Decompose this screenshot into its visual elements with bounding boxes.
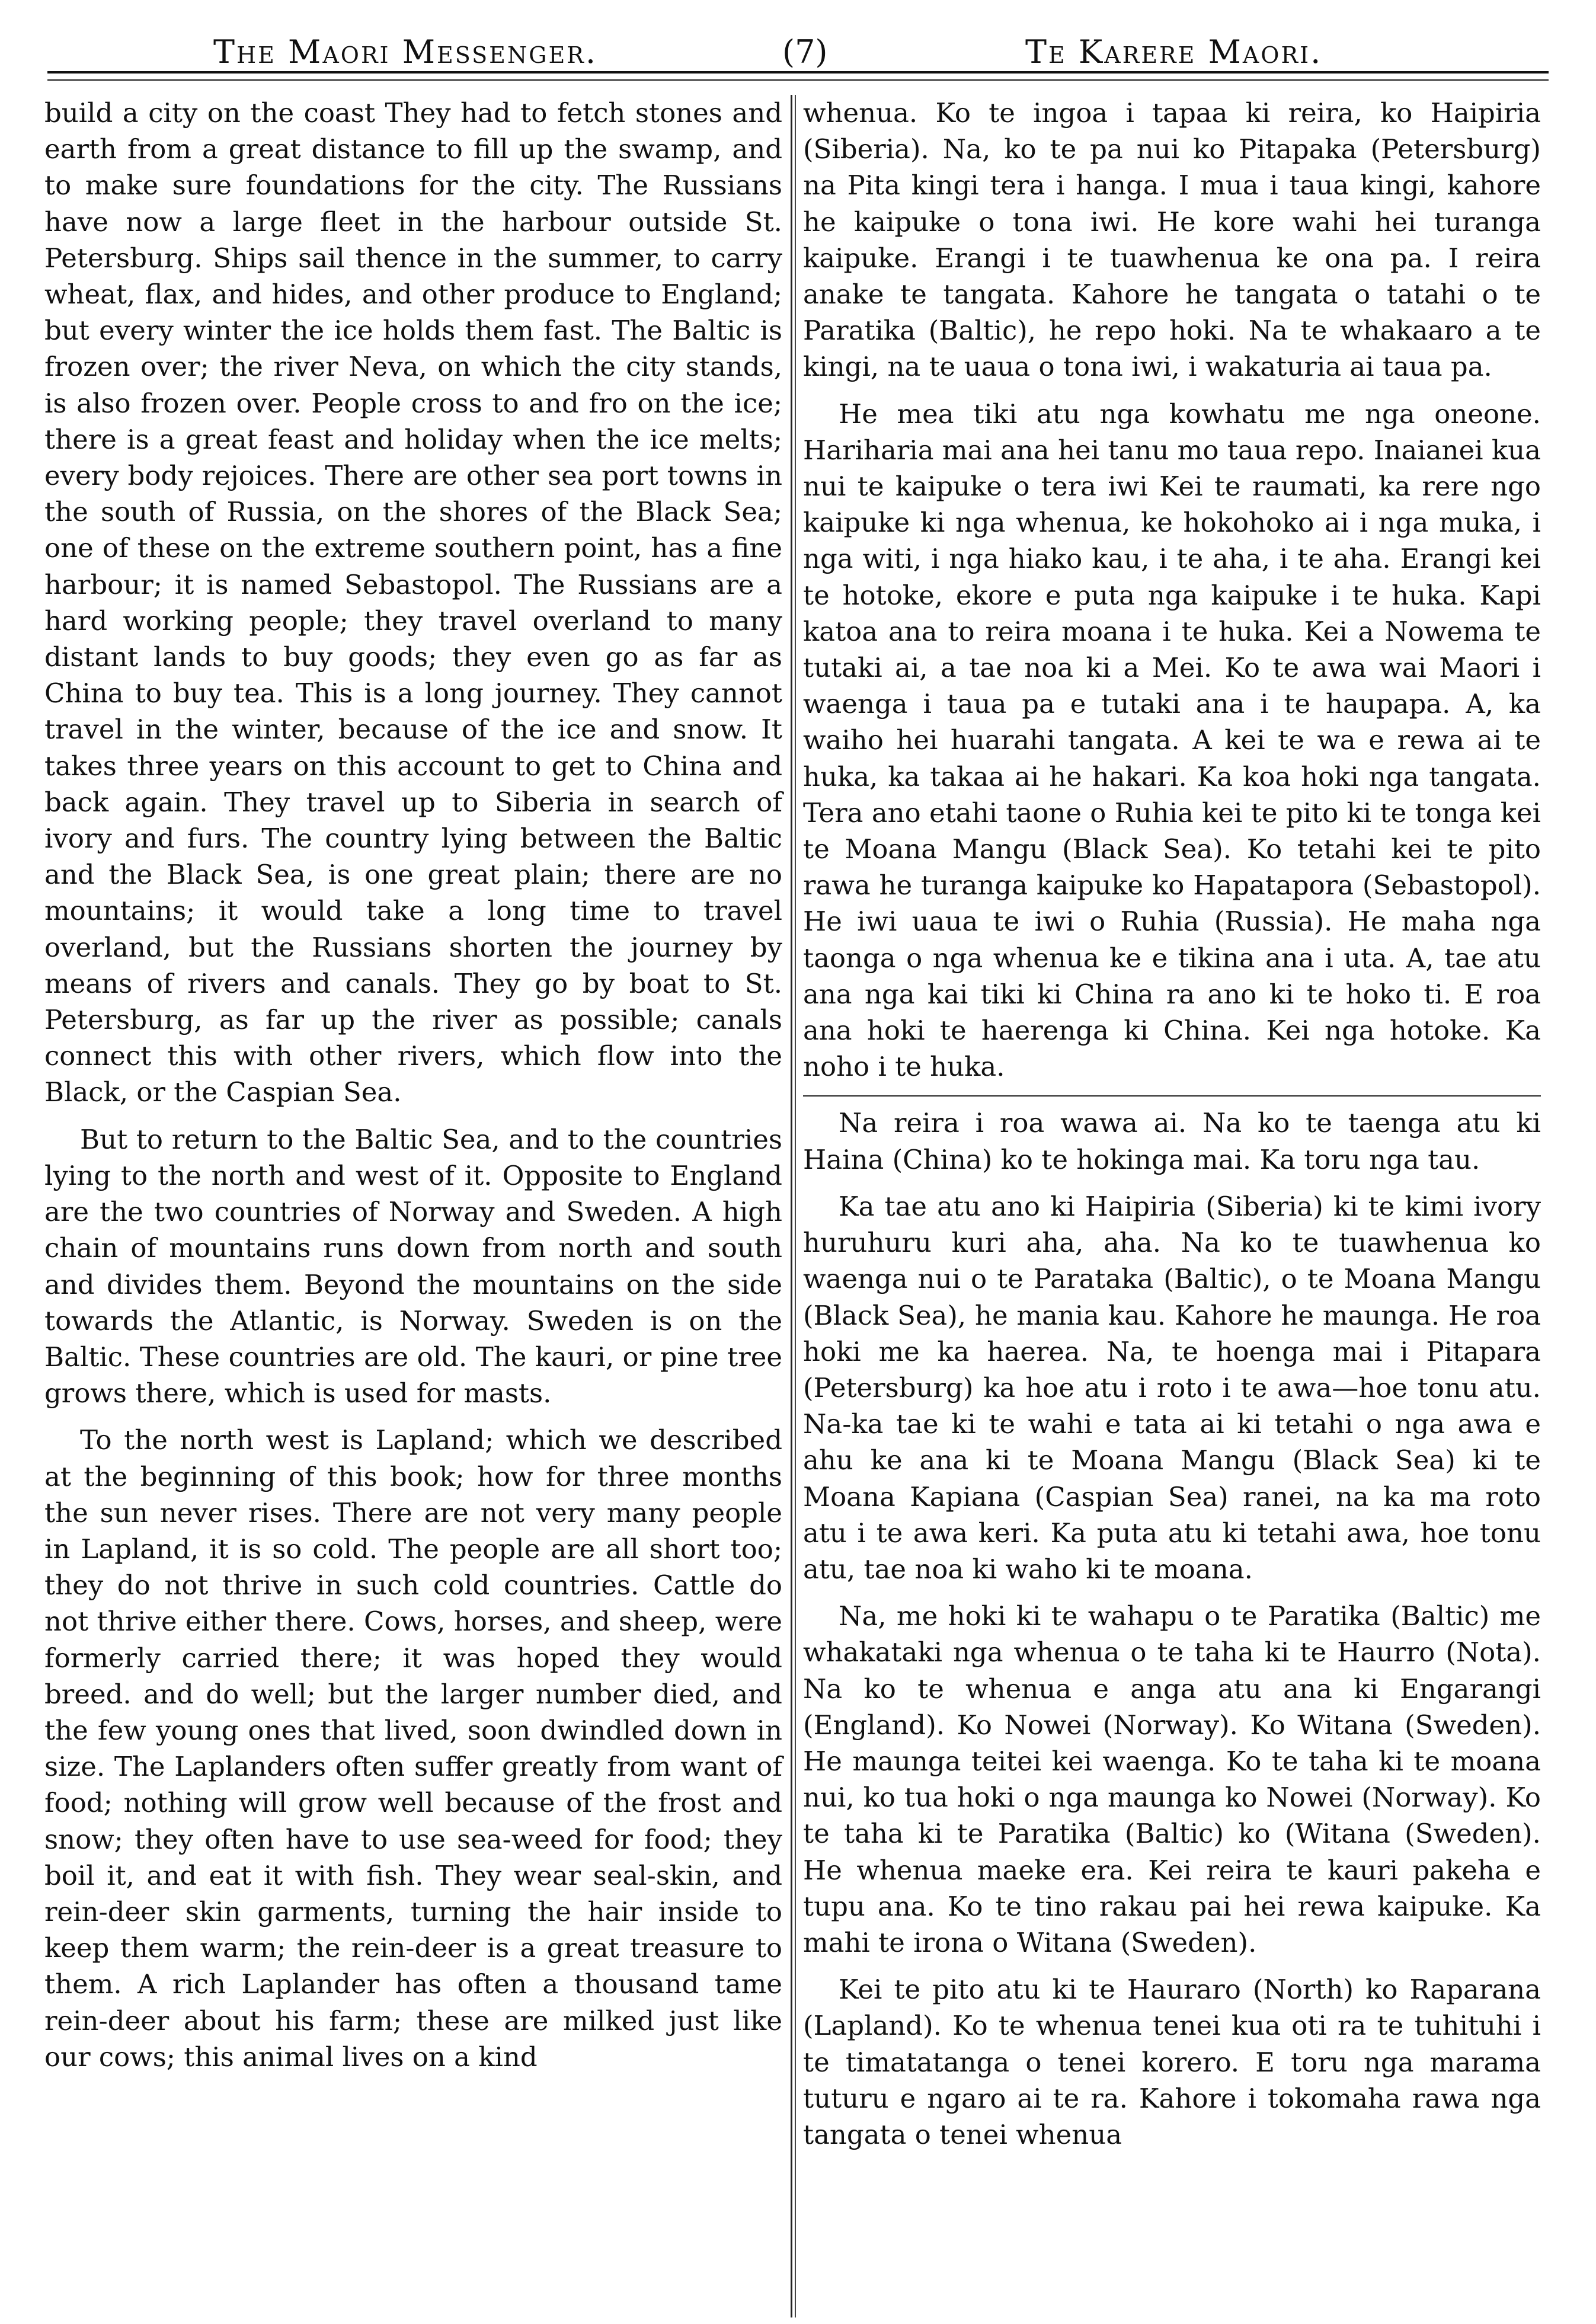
maori-paragraph: Ka tae atu ano ki Haipiria (Siberia) ki te kimi ivory huruhuru kuri aha, aha. Na ko te tuawhenua ko waenga nui o te Parataka (Baltic), o te Moana Mangu (Black Sea), he mania kau. Kahore he maunga. He roa hoki me ka haerea. Na, te hoenga mai i Pitapara (Petersburg) ka hoe atu i roto i te awa—hoe tonu atu. Na-ka tae ki te wahi e tata ai ki tetahi o nga awa e ahu ke ana ki te Moana Mangu (Black Sea) ki te Moana Kapiana (Caspian Sea) ranei, na ka ma roto atu i te awa keri. Ka puta atu ki tetahi awa, hoe tonu atu, tae noa ki waho ki te moana.	[803, 1190, 1541, 1585]
maori-paragraph: whenua. Ko te ingoa i tapaa ki reira, ko Haipiria (Siberia). Na, ko te pa nui ko Pitapaka (Petersburg) na Pita kingi tera i hanga. I mua i taua kingi, kahore he kaipuke o tona iwi. He kore wahi hei turanga kaipuke. Erangi i te tuawhenua ke ona pa. I reira anake te tangata. Kahore he tangata o tatahi o te Paratika (Baltic), he repo hoki. Na te whakaaro a te kingi, na te uaua o tona iwi, i wakaturia ai taua pa.	[803, 97, 1541, 383]
header-rule-thick	[47, 71, 1549, 73]
column-divider-inner	[795, 95, 796, 2317]
page-number: (7)	[782, 33, 828, 71]
maori-masthead: Te Karere Maori.	[1025, 33, 1323, 71]
section-rule	[803, 1095, 1541, 1097]
english-paragraph: build a city on the coast They had to fetch stones and earth from a great distance to fill up the swamp, and to make sure foundations for the city. The Russians have now a large fleet in the harbour outside St. Petersburg. Ships sail thence in the summer, to carry wheat, flax, and hides, and other produce to England; but every winter the ice holds them fast. The Baltic is frozen over; the river Neva, on which the city stands, is also frozen over. People cross to and fro on the ice; there is a great feast and holiday when the ice melts; every body rejoices. There are other sea port towns in the south of Russia, on the shores of the Black Sea; one of these on the extreme southern point, has a fine harbour; it is named Sebastopol. The Russians are a hard working people; they travel overland to many distant lands to buy goods; they even go as far as China to buy tea. This is a long journey. They cannot travel in the winter, because of the ice and snow. It takes three years on this account to get to China and back again. They travel up to Siberia in search of ivory and furs. The country lying between the Baltic and the Black Sea, is one great plain; there are no mountains; it would take a long time to travel overland, but the Russians shorten the journey by means of rivers and canals. They go by boat to St. Petersburg, as far up the river as possible; canals connect this with other rivers, which flow into the Black, or the Caspian Sea.	[44, 97, 782, 1108]
english-paragraph: But to return to the Baltic Sea, and to the countries lying to the north and west of it. Opposite to England are the two countries of Norway and Sweden. A high chain of mountains runs down from north and south and divides them. Beyond the mountains on the side towards the Atlantic, is Norway. Sweden is on the Baltic. These countries are old. The kauri, or pine tree grows there, which is used for masts.	[44, 1123, 782, 1409]
maori-paragraph: He mea tiki atu nga kowhatu me nga oneone. Hariharia mai ana hei tanu mo taua repo. Inaianei kua nui te kaipuke o tera iwi Kei te raumati, ka rere ngo kaipuke ki nga whenua, ke hokohoko ai i nga muka, i nga witi, i nga hiako kau, i te aha, i te aha. Erangi kei te hotoke, ekore e puta nga kaipuke i te huka. Kapi katoa ana to reira moana i te huka. Kei a Nowema te tutaki ai, a tae noa ki a Mei. Ko te awa wai Maori i waenga i taua pa e tutaki ana i te haupapa. A, ka waiho hei huarahi tangata. A kei te wa e rewa ai te huka, ka takaa ai he hakari. Ka koa hoki nga tangata. Tera ano etahi taone o Ruhia kei te pito ki te tonga kei te Moana Mangu (Black Sea). Ko tetahi kei te pito rawa he turanga kaipuke ko Hapatapora (Sebastopol). He iwi uaua te iwi o Ruhia (Russia). He maha nga taonga o nga whenua ke e tikina ana i uta. A, tae atu ana nga kai tiki ki China ra ano ki te hoko ti. E roa ana hoki te haerenga ki China. Kei nga hotoke. Ka noho i te huka.	[803, 398, 1541, 1083]
column-divider	[791, 95, 792, 2317]
maori-paragraph: Na reira i roa wawa ai. Na ko te taenga atu ki Haina (China) ko te hokinga mai. Ka toru nga tau.	[803, 1107, 1541, 1175]
maori-paragraph: Na, me hoki ki te wahapu o te Paratika (Baltic) me whakataki nga whenua o te taha ki te Haurro (Nota). Na ko te whenua e anga atu ana ki Engarangi (England). Ko Nowei (Norway). Ko Witana (Sweden). He maunga teitei kei waenga. Ko te taha ki te moana nui, ko tua hoki o nga maunga ko Nowei (Norway). Ko te taha ki te Paratika (Baltic) ko (Witana (Sweden). He whenua maeke era. Kei reira te kauri pakeha e tupu ana. Ko te tino rakau pai hei rewa kaipuke. Ka mahi te irona o Witana (Sweden).	[803, 1600, 1541, 1958]
english-column	[44, 95, 782, 2086]
page-header	[47, 28, 1549, 82]
maori-column	[803, 95, 1541, 2163]
header-rule-thin	[47, 79, 1549, 81]
maori-paragraph: Kei te pito atu ki te Hauraro (North) ko Raparana (Lapland). Ko te whenua tenei kua oti ra te tuhituhi i te timatatanga o tenei korero. E toru nga marama tuturu e ngaro ai te ra. Kahore i tokomaha rawa nga tangata o tenei whenua	[803, 1974, 1541, 2150]
english-masthead: The Maori Messenger.	[213, 33, 598, 71]
english-paragraph: To the north west is Lapland; which we described at the beginning of this book; how for three months the sun never rises. There are not very many people in Lapland, it is so cold. The people are all short too; they do not thrive in such cold countries. Cattle do not thrive either there. Cows, horses, and sheep, were formerly carried there; it was hoped they would breed. and do well; but the larger number died, and the few young ones that lived, soon dwindled down in size. The Laplanders often suffer greatly from want of food; nothing will grow well because of the frost and snow; they often have to use sea-weed for food; they boil it, and eat it with fish. They wear seal-skin, and rein-deer skin garments, turning the hair inside to keep them warm; the rein-deer is a great treasure to them. A rich Laplander has often a thousand tame rein-deer about his farm; these are milked just like our cows; this animal lives on a kind	[44, 1424, 782, 2073]
